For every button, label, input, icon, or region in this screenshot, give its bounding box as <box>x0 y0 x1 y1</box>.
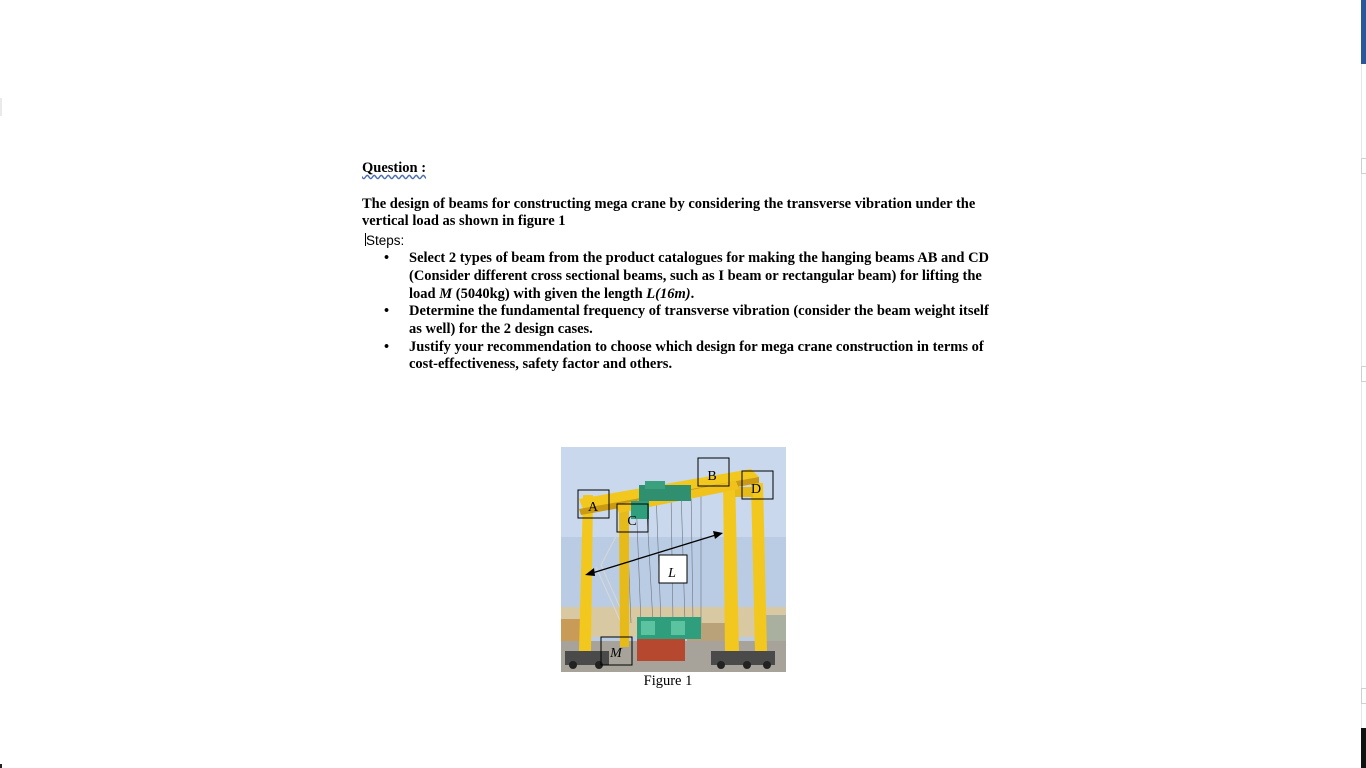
steps-label: Steps: <box>366 233 405 249</box>
figure-load-detail <box>671 621 685 635</box>
ruler-marker <box>1361 158 1366 174</box>
step-text: Select 2 types of beam from the product catalogues for making the hanging beams AB and CD (Consider different cross sectional beams, such as I beam or rectangular beam) for lifting the load <box>409 250 990 302</box>
figure-left-back-leg <box>619 509 629 647</box>
step-text: Determine the fundamental frequency of transverse vibration (consider the beam weight itself as well) for the 2 design cases. <box>409 303 989 337</box>
bullet-icon: • <box>384 338 390 355</box>
figure-wheel <box>743 661 751 669</box>
page-edge-mark-bottom <box>0 764 2 768</box>
question-intro: The design of beams for constructing mega crane by considering the transverse vibration under the vertical load as shown in figure 1 <box>362 195 976 230</box>
crane-figure <box>561 447 786 672</box>
label-m: M <box>610 646 622 661</box>
scrollbar-track[interactable] <box>1361 0 1362 768</box>
figure-caption: Figure 1 <box>643 673 693 689</box>
label-d: D <box>750 482 762 497</box>
step-text: Justify your recommendation to choose which design for mega crane construction in terms of cost-effectiveness, safety factor and others. <box>409 338 984 373</box>
bullet-icon: • <box>384 250 390 267</box>
step-item <box>362 339 992 374</box>
step-item <box>362 303 992 338</box>
label-a: A <box>587 500 599 515</box>
figure-red-container <box>637 639 685 661</box>
step-variable: M <box>439 285 453 302</box>
page-edge-mark <box>0 98 2 116</box>
ruler-marker <box>1361 366 1366 382</box>
label-c: C <box>627 514 637 529</box>
bullet-icon: • <box>384 303 390 320</box>
step-item <box>362 250 992 303</box>
figure-wheel <box>717 661 725 669</box>
step-variable: L(16m) <box>646 285 691 302</box>
step-text: . <box>690 285 695 302</box>
scrollbar-accent <box>1361 0 1366 64</box>
steps-list <box>362 250 992 374</box>
scrollbar-thumb[interactable] <box>1361 728 1366 768</box>
figure-load-detail <box>641 621 655 635</box>
figure-trolley-top <box>645 481 665 489</box>
label-b: B <box>707 469 717 484</box>
step-text: (5040kg) with given the length <box>452 285 647 302</box>
steps-label-line[interactable] <box>365 231 992 250</box>
figure-wheel <box>763 661 771 669</box>
label-l: L <box>668 566 676 581</box>
figure-wheel <box>569 661 577 669</box>
question-heading: Question : <box>362 160 427 176</box>
ruler-marker <box>1361 688 1366 704</box>
document-body[interactable] <box>362 160 992 374</box>
